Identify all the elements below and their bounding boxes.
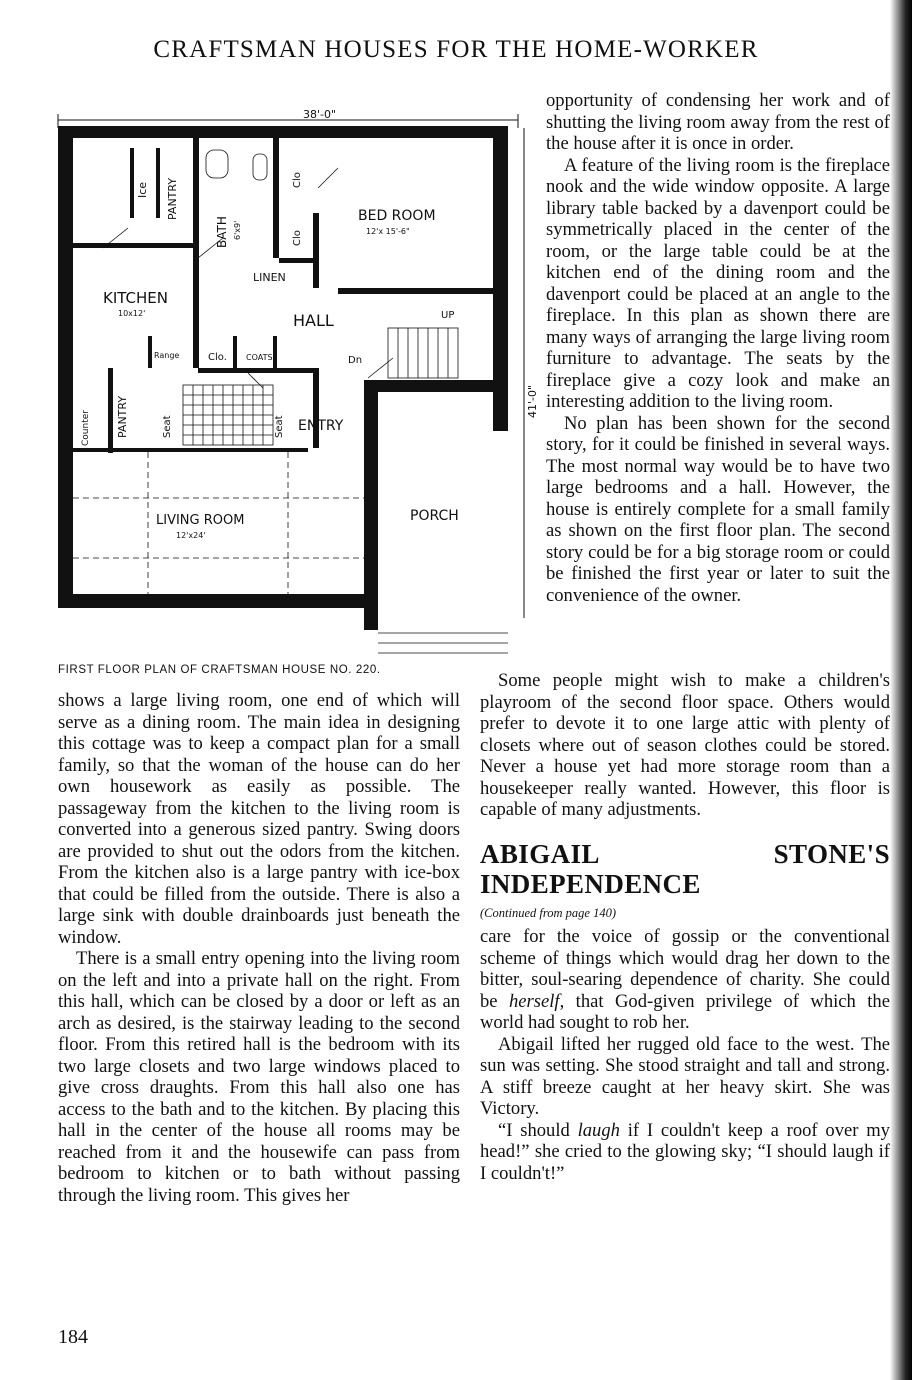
paragraph [480, 1120, 890, 1185]
label-seat-left: Seat [162, 415, 173, 438]
scan-edge-shadow [890, 0, 912, 1380]
label-living-room: LIVING ROOM [156, 513, 245, 528]
right-column-bottom [480, 670, 890, 1184]
label-clo-b: Clo [292, 230, 303, 246]
label-porch: PORCH [410, 508, 459, 524]
paragraph: opportunity of condensing her work and of shutting the living room away from the rest of the house after it is once in order. [546, 90, 890, 154]
label-pantry-top: PANTRY [166, 177, 179, 220]
right-column-top [546, 90, 890, 606]
paragraph: shows a large living room, one end of which will serve as a dining room. The main idea in designing this cottage was to keep a compact plan for a small family, so that the woman of the house can do her own housework as easily as possible. The passageway from the kitchen to the living room is converted into a generous sized pantry. Swing doors are provided to shut out the odors from the kitchen. From the kitchen also is a large pantry with ice-box that could be filled from the outside. There is also a large sink with double drainboards just beneath the window. [58, 690, 460, 948]
text-run: “I should [498, 1119, 578, 1141]
emphasis-text: laugh [577, 1119, 620, 1141]
label-bath-size: 6'x9' [233, 220, 242, 240]
text-run: care for the voice of gossip or the conventional scheme of things which would drag her down to the bitter, soul-searing dependence of charity. She could be [480, 926, 890, 1012]
label-counter: Counter [81, 410, 91, 446]
article-title: ABIGAIL STONE'S INDEPENDENCE [480, 838, 890, 899]
floor-plan-drawing [48, 88, 539, 668]
width-dimension: 38'-0" [303, 108, 337, 121]
label-clo-c: Clo. [208, 352, 227, 363]
text-run: , that God-given privilege of which the world had sought to rob her. [480, 990, 890, 1033]
label-bed-room-size: 12'x 15'-6" [366, 227, 410, 236]
paragraph: Some people might wish to make a children's playroom of the second floor space. Others would prefer to devote it to one large attic with plenty of closets where out of season clothes could be stored. Never a house yet had more storage room than a housekeeper really wanted. However, this floor is capable of many adjustments. [480, 670, 890, 820]
left-column [58, 690, 460, 1206]
paragraph: Abigail lifted her rugged old face to the west. The sun was setting. She stood straight and tall and strong. A stiff breeze caught at her heavy skirt. She was Victory. [480, 1033, 890, 1119]
label-living-room-size: 12'x24' [176, 531, 206, 540]
label-dn: Dn [348, 355, 363, 366]
label-ice: Ice [136, 181, 149, 198]
paragraph [480, 926, 890, 1034]
paragraph: No plan has been shown for the second story, for it could be finished in several ways. The most normal way would be to have two large bedrooms and a hall. However, the house is entirely complete for a small family as shown on the first floor plan. The second story could be for a big storage room or could be finished the first year or later to suit the convenience of the owner. [546, 412, 890, 606]
label-bed-room: BED ROOM [358, 208, 436, 224]
paragraph: There is a small entry opening into the living room on the left and into a private hall on the right. From this hall, which can be closed by a door or left as an arch as desired, is the stairway leading to the second floor. From this retired hall is the bedroom with its two large closets and two large windows placed to give cross draughts. From this hall also one has access to the bath and to the kitchen. By placing this hall in the center of the house all rooms may be reached from it and the housewife can pass from bedroom to kitchen or to bath without passing through the living room. This gives her [58, 948, 460, 1206]
label-pantry-left: PANTRY [116, 395, 129, 438]
page-header: CRAFTSMAN HOUSES FOR THE HOME-WORKER [153, 36, 759, 63]
depth-dimension: 41'-0" [526, 384, 539, 418]
label-bath: BATH [215, 216, 229, 248]
continued-note: (Continued from page 140) [480, 905, 616, 920]
label-linen: LINEN [253, 271, 286, 284]
label-entry: ENTRY [298, 418, 344, 434]
label-up: UP [441, 310, 455, 321]
paragraph: A feature of the living room is the fireplace nook and the wide window opposite. A large library table backed by a davenport could be symmetrically placed in the center of the room, or the large table could be at the kitchen end of the dining room and the davenport could be placed at an angle to the fireplace. In this plan as shown there are many ways of arranging the large living room furniture to advantage. The seats by the fireplace give a cozy look and make an interesting addition to the living room. [546, 154, 890, 412]
label-coats: COATS [246, 353, 273, 362]
label-hall: HALL [293, 311, 334, 330]
figure-caption: FIRST FLOOR PLAN OF CRAFTSMAN HOUSE NO. 220. [58, 664, 381, 676]
page-number: 184 [58, 1326, 88, 1348]
label-seat-right: Seat [274, 415, 285, 438]
text-run: if I couldn't keep a roof over my head!” she cried to the glowing sky; “I should laugh if I couldn't!” [480, 1119, 890, 1184]
label-kitchen-size: 10x12' [118, 309, 146, 318]
floor-plan [48, 88, 539, 668]
label-range: Range [154, 351, 180, 360]
label-clo-a: Clo [292, 172, 303, 188]
label-kitchen: KITCHEN [103, 289, 168, 307]
emphasis-text: herself [508, 990, 560, 1012]
